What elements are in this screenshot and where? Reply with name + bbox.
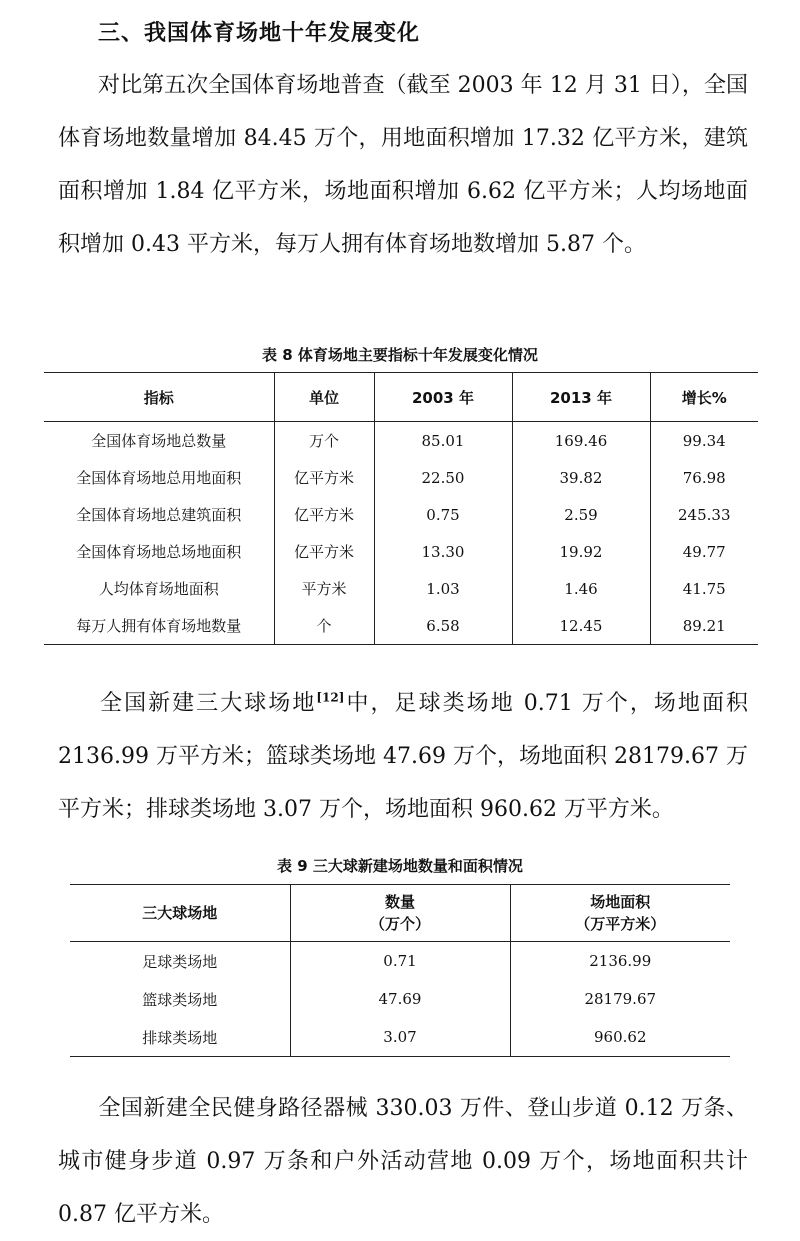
cell-2003: 0.75 (374, 496, 512, 533)
paragraph-text-end: 中，足球类场地 0.71 万个，场地面积 2136.99 万平方米；篮球类场地 47.69 万个，场地面积 28179.67 万平方米；排球类场地 3.07 万个，场地面积 960.62 万平方米。 (58, 691, 748, 822)
header-line: 数量 (384, 893, 415, 911)
cell-growth: 76.98 (650, 459, 758, 496)
cell-venue-type: 排球类场地 (142, 1028, 218, 1047)
section-heading: 三、我国体育场地十年发展变化 (98, 21, 421, 46)
cell-2003: 85.01 (374, 422, 512, 460)
col-header-2013: 2013 年 (512, 373, 650, 422)
cell-2013: 12.45 (512, 607, 650, 645)
table-row (44, 422, 758, 460)
cell-indicator: 人均体育场地面积 (98, 580, 219, 598)
cell-2003: 22.50 (374, 459, 512, 496)
cell-area: 2136.99 (510, 942, 730, 981)
table-row (44, 570, 758, 607)
paragraph-text: 对比第五次全国体育场地普查（截至 2003 年 12 月 31 日），全国体育场地数量增加 84.45 万个，用地面积增加 17.32 亿平方米，建筑面积增加 1.84 亿平方米，场地面积增加 6.62 亿平方米；人均场地面积增加 0.43 平方米，每万人拥有体育场地数增加 5.87 个。 (58, 73, 748, 257)
table-row (70, 980, 730, 1018)
cell-indicator: 全国体育场地总数量 (91, 432, 227, 450)
cell-2013: 19.92 (512, 533, 650, 570)
table-9-ball-venues (70, 884, 730, 1057)
col-header-area (510, 885, 730, 942)
cell-2003: 1.03 (374, 570, 512, 607)
cell-count: 0.71 (290, 942, 510, 981)
cell-count: 3.07 (290, 1018, 510, 1057)
paragraph-fitness-facilities (58, 1082, 748, 1241)
table-row (44, 496, 758, 533)
table-row (70, 942, 730, 981)
cell-growth: 245.33 (650, 496, 758, 533)
table-row (44, 607, 758, 645)
cell-growth: 49.77 (650, 533, 758, 570)
cell-unit: 万个 (274, 422, 374, 460)
cell-2013: 169.46 (512, 422, 650, 460)
cell-growth: 41.75 (650, 570, 758, 607)
cell-indicator: 全国体育场地总场地面积 (76, 543, 242, 561)
col-header-unit: 单位 (274, 373, 374, 422)
cell-2013: 1.46 (512, 570, 650, 607)
cell-indicator: 全国体育场地总用地面积 (76, 469, 242, 487)
paragraph-venue-growth (58, 59, 748, 271)
cell-2013: 39.82 (512, 459, 650, 496)
cell-indicator: 每万人拥有体育场地数量 (76, 617, 242, 635)
table-header-row (44, 373, 758, 422)
col-header-indicator: 指标 (44, 373, 274, 422)
cell-growth: 99.34 (650, 422, 758, 460)
header-unit-line: （万平方米） (575, 915, 666, 933)
table-8-indicators (44, 372, 758, 645)
paragraph-text-start: 全国新建三大球场地 (98, 691, 317, 716)
cell-2013: 2.59 (512, 496, 650, 533)
header-line: 场地面积 (590, 893, 651, 911)
col-header-count (290, 885, 510, 942)
cell-count: 47.69 (290, 980, 510, 1018)
paragraph-text: 全国新建全民健身路径器械 330.03 万件、登山步道 0.12 万条、城市健身步道 0.97 万条和户外活动营地 0.09 万个，场地面积共计 0.87 亿平方米。 (58, 1096, 748, 1227)
cell-area: 28179.67 (510, 980, 730, 1018)
cell-growth: 89.21 (650, 607, 758, 645)
cell-unit: 亿平方米 (274, 496, 374, 533)
table-row (44, 459, 758, 496)
col-header-growth: 增长% (650, 373, 758, 422)
cell-area: 960.62 (510, 1018, 730, 1057)
cell-unit: 亿平方米 (274, 459, 374, 496)
cell-unit: 个 (274, 607, 374, 645)
header-line: 三大球场地 (142, 904, 218, 922)
header-unit-line: （万个） (369, 915, 430, 933)
col-header-2003: 2003 年 (374, 373, 512, 422)
cell-venue-type: 足球类场地 (142, 952, 218, 971)
cell-2003: 13.30 (374, 533, 512, 570)
cell-venue-type: 篮球类场地 (142, 990, 218, 1009)
col-header-venue-type (70, 885, 290, 942)
table-9-caption: 表 9 三大球新建场地数量和面积情况 (277, 857, 523, 875)
footnote-reference[interactable]: [12] (316, 690, 345, 705)
cell-2003: 6.58 (374, 607, 512, 645)
cell-indicator: 全国体育场地总建筑面积 (76, 506, 242, 524)
table-8-caption: 表 8 体育场地主要指标十年发展变化情况 (262, 346, 538, 364)
cell-unit: 平方米 (274, 570, 374, 607)
cell-unit: 亿平方米 (274, 533, 374, 570)
table-header-row (70, 885, 730, 942)
table-row (44, 533, 758, 570)
table-row (70, 1018, 730, 1057)
paragraph-ball-venues (58, 677, 748, 836)
